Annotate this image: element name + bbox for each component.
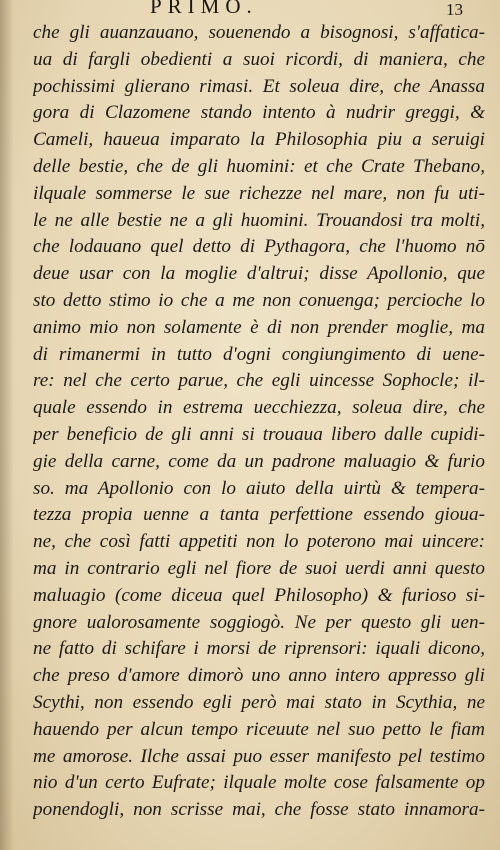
text-line: gora di Clazomene stando intento à nudrir greggi, &: [33, 102, 485, 124]
text-line: tezza propia uenne a tanta perfettione essendo gioua-: [33, 504, 485, 526]
text-line: che preso d'amore dimorò uno anno intero appresso gli: [33, 665, 485, 687]
text-line: gnore ualorosamente soggiogò. Ne per questo gli uen-: [33, 611, 485, 633]
text-line: ma in contrario egli nel fiore de suoi uerdi anni questo: [33, 557, 485, 579]
text-line: ponendogli, non scrisse mai, che fosse stato innamora-: [33, 799, 485, 821]
running-head: PRIMO.: [150, 0, 258, 18]
text-line: Cameli, haueua imparato la Philosophia piu a seruigi: [33, 129, 485, 151]
text-line: ne fatto di schifare i morsi de riprensori: iquali dicono,: [33, 638, 485, 660]
text-line: nio d'un certo Eufrate; ilquale molte cose falsamente op: [33, 772, 485, 794]
body-text: [33, 20, 485, 824]
text-line: so. ma Apollonio con lo aiuto della uirtù & tempera-: [33, 477, 485, 499]
text-line: animo mio non solamente è di non prender moglie, ma: [33, 316, 485, 338]
text-line: ne, che così fatti appetiti non lo poterono mai uincere:: [33, 531, 485, 553]
text-line: me amorose. Ilche assai puo esser manifesto pel testimo: [33, 745, 485, 767]
text-line: ua di fargli obedienti a suoi ricordi, di maniera, che: [33, 48, 485, 70]
text-line: che gli auanzauano, souenendo a bisognosi, s'affatica-: [33, 22, 485, 43]
text-line: Scythi, non essendo egli però mai stato in Scythia, ne: [33, 691, 485, 713]
text-line: gie della carne, come da un padrone maluagio & furio: [33, 450, 485, 472]
text-line: maluagio (come diceua quel Philosopho) & furioso si-: [33, 584, 485, 606]
page-header: [0, 0, 500, 22]
text-line: quale essendo in estrema uecchiezza, soleua dire, che: [33, 397, 485, 419]
text-line: deue usar con la moglie d'altrui; disse Apollonio, que: [33, 263, 485, 285]
text-line: delle bestie, che de gli huomini: et che Crate Thebano,: [33, 155, 485, 177]
text-line: ilquale sommerse le sue richezze nel mare, non fu uti-: [33, 182, 485, 204]
text-line: re: nel che certo parue, che egli uincesse Sophocle; il-: [33, 370, 485, 392]
text-line: le ne alle bestie ne a gli huomini. Trouandosi tra molti,: [33, 209, 485, 231]
text-line: per beneficio de gli anni si trouaua libero dalle cupidi-: [33, 423, 485, 445]
text-line: sto detto stimo io che a me non conuenga; percioche lo: [33, 289, 485, 311]
text-line: che lodauano quel detto di Pythagora, che l'huomo nō: [33, 236, 485, 258]
page-number: 13: [446, 0, 463, 19]
text-line: pochissimi glierano rimasi. Et soleua dire, che Anassa: [33, 75, 485, 97]
text-line: di rimanermi in tutto d'ogni congiungimento di uene-: [33, 343, 485, 365]
text-line: hauendo per alcun tempo riceuute nel suo petto le fiam: [33, 718, 485, 740]
